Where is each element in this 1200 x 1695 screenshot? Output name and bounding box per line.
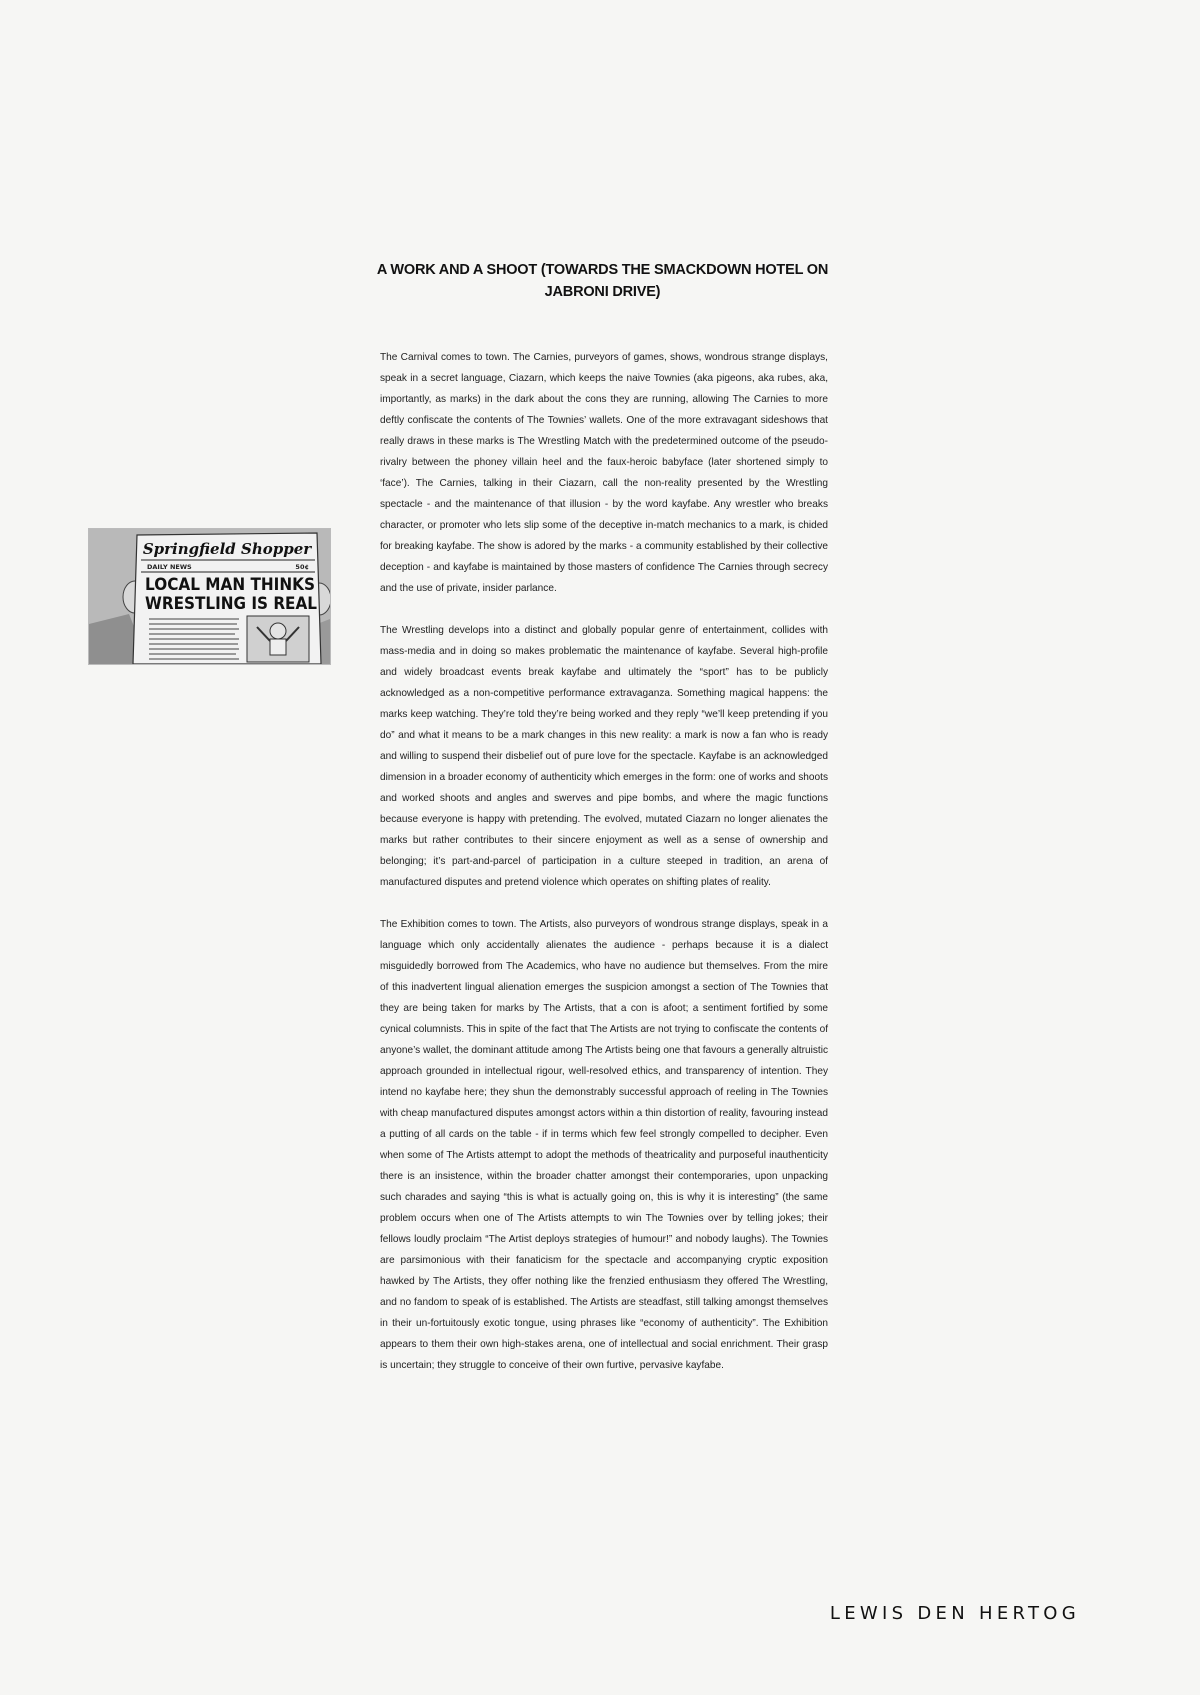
- author-name: LEWIS DEN HERTOG: [829, 1603, 1080, 1624]
- article-title: A WORK AND A SHOOT (TOWARDS THE SMACKDOWN HOTEL ON JABRONI DRIVE): [376, 262, 829, 300]
- section-text: DAILY NEWS: [147, 563, 192, 571]
- headline-line-1: LOCAL MAN THINKS: [145, 575, 315, 595]
- wrestler-figure-icon: [270, 623, 286, 639]
- masthead-text: Springfield Shopper: [142, 540, 312, 558]
- paragraph-exhibition: The Exhibition comes to town. The Artists, also purveyors of wondrous strange displays, speak in a language which only accidentally alienates the audience - perhaps because it is a dialect misguidedly borrowed from The Academics, who have no audience but themselves. From the mire of this inadvertent lingual alienation emerges the suspicion amongst a section of The Townies that they are being taken for marks by The Artists, that a con is afoot; a sentiment fortified by some cynical columnists. This in spite of the fact that The Artists are not trying to confiscate the contents of anyone’s wallet, the dominant attitude among The Artists being one that favours a generally altruistic approach grounded in intellectual rigour, well-resolved ethics, and transparency of intention. They intend no kayfabe here; they shun the demonstrably successful approach of reeling in The Townies with cheap manufactured disputes amongst actors within a thin distortion of reality, favouring instead a putting of all cards on the table - if in terms which few feel strongly compelled to decipher. Even when some of The Artists attempt to adopt the methods of theatricality and purposeful inauthenticity there is an insistence, within the broader chatter amongst their contemporaries, upon unpacking such charades and saying “this is what is actually going on, this is why it is interesting” (the same problem occurs when one of The Artists attempts to win The Townies over by telling jokes; their fellows loudly proclaim “The Artist deploys strategies of humour!” and nobody laughs). The Townies are parsimonious with their fanaticism for the spectacle and accompanying cryptic exposition hawked by The Artists, they offer nothing like the frenzied enthusiasm they offered The Wrestling, and no fandom to speak of is established. The Artists are steadfast, still talking amongst themselves in their un-fortuitously exotic tongue, using phrases like “economy of authenticity”. The Exhibition appears to them their own high-stakes arena, one of intellectual and social enrichment. Their grasp is uncertain; they struggle to conceive of their own furtive, pervasive kayfabe.: [380, 919, 828, 1371]
- paragraph-wrestling: The Wrestling develops into a distinct and globally popular genre of entertainment, collides with mass-media and in doing so makes problematic the maintenance of kayfabe. Several high-profile and widely broadcast events break kayfabe and ultimately the “sport” has to be publicly acknowledged as a non-competitive performance extravaganza. Something magical happens: the marks keep watching. They’re told they’re being worked and they reply “we’ll keep pretending if you do” and what it means to be a mark changes in this new reality: a mark is now a fan who is ready and willing to suspend their disbelief out of pure love for the spectacle. Kayfabe is an acknowledged dimension in a broader economy of authenticity which emerges in the form: one of works and shoots and worked shoots and angles and swerves and pipe bombs, and where the magic functions because everyone is happy with pretending. The evolved, mutated Ciazarn no longer alienates the marks but rather contributes to their sincere enjoyment as well as a sense of ownership and belonging; it’s part-and-parcel of participation in a culture steeped in tradition, an arena of manufactured disputes and pretend violence which operates on shifting plates of reality.: [380, 625, 828, 888]
- article-body: [380, 347, 828, 1397]
- headline-line-2: WRESTLING IS REAL: [145, 594, 318, 614]
- price-text: 50¢: [295, 563, 309, 571]
- newspaper-figure: [88, 528, 331, 665]
- paragraph-carnival: The Carnival comes to town. The Carnies, purveyors of games, shows, wondrous strange displays, speak in a secret language, Ciazarn, which keeps the naive Townies (aka pigeons, aka rubes, aka, importantly, as marks) in the dark about the cons they are running, allowing The Carnies to more deftly confiscate the contents of The Townies’ wallets. One of the more extravagant sideshows that really draws in these marks is The Wrestling Match with the predetermined outcome of the pseudo-rivalry between the phoney villain heel and the faux-heroic babyface (later shortened simply to ‘face’). The Carnies, talking in their Ciazarn, call the non-reality presented by the Wrestling spectacle - and the maintenance of that illusion - by the word kayfabe. Any wrestler who breaks character, or promoter who lets slip some of the deceptive in-match mechanics to a mark, is chided for breaking kayfabe. The show is adored by the marks - a community established by their collective deception - and kayfabe is maintained by those masters of confidence The Carnies through secrecy and the use of private, insider parlance.: [380, 352, 828, 594]
